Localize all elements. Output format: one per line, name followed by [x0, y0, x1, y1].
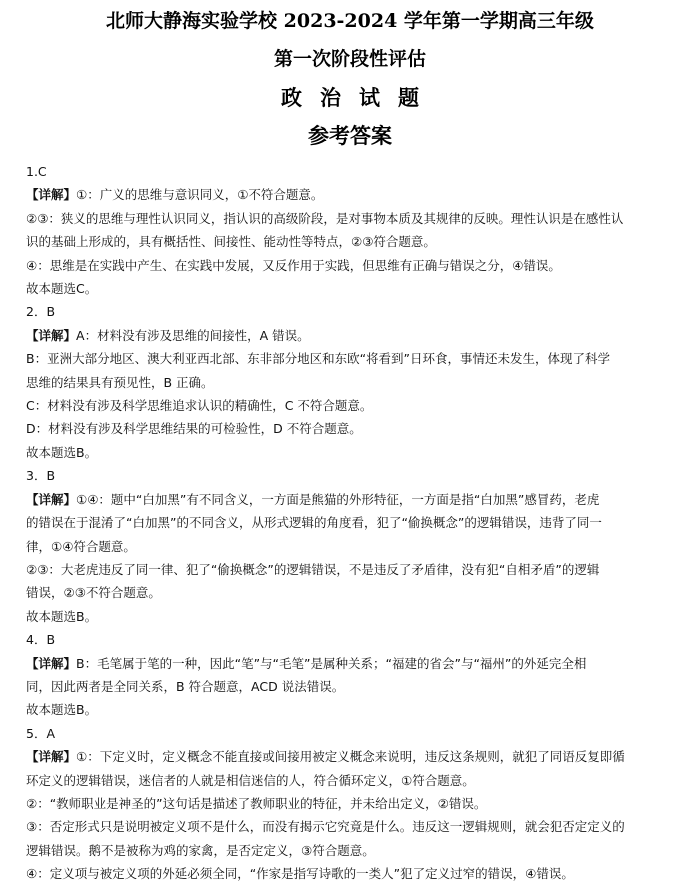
- line-text: 3．B: [26, 468, 56, 484]
- answer-title: 参考答案: [308, 123, 392, 148]
- answer-line: [26, 464, 674, 487]
- answer-line: [26, 605, 674, 628]
- line-text: ①④：题中“白加黑”有不同含义，一方面是熊猫的外形特征，一方面是指“白加黑”感冒药，老虎: [76, 491, 600, 507]
- answer-line: [26, 581, 674, 604]
- detail-tag: 【详解】: [26, 327, 77, 343]
- line-text: ①：广义的思维与意识同义，①不符合题意。: [76, 187, 324, 203]
- answer-line: [26, 862, 674, 885]
- exam-stage-title: 第一次阶段性评估: [273, 48, 426, 70]
- line-text: D：材料没有涉及科学思维结果的可检验性，D 不符合题意。: [26, 421, 362, 437]
- answer-line: [26, 254, 674, 277]
- answer-line: [26, 792, 674, 815]
- answer-line: [26, 745, 674, 768]
- line-text: A：材料没有涉及思维的间接性，A 错误。: [76, 327, 310, 343]
- line-text: 故本题选B。: [26, 608, 98, 624]
- line-text: ③：否定形式只是说明被定义项不是什么，而没有揭示它究竟是什么。违反这一逻辑规则，就会犯否定定义的: [26, 819, 625, 835]
- line-text: 识的基础上形成的，具有概括性、间接性、能动性等特点，②③符合题意。: [26, 234, 436, 250]
- line-text: 环定义的逻辑错误，迷信者的人就是相信迷信的人，符合循环定义，①符合题意。: [26, 772, 475, 788]
- line-text: 逻辑错误。鹅不是被称为鸡的家禽，是否定定义，③符合题意。: [26, 842, 375, 858]
- answer-body: [26, 160, 674, 886]
- line-text: B：毛笔属于笔的一种，因此“笔”与“毛笔”是属种关系；“福建的省会”与“福州”的外延完全相: [76, 655, 587, 671]
- line-text: 故本题选C。: [26, 281, 98, 297]
- answer-line: [26, 628, 674, 651]
- answer-line: [26, 277, 674, 300]
- answer-line: [26, 535, 674, 558]
- answer-line: [26, 558, 674, 581]
- answer-line: [26, 698, 674, 721]
- detail-tag: 【详解】: [26, 655, 77, 671]
- answer-line: [26, 441, 674, 464]
- line-text: ①：下定义时，定义概念不能直接或间接用被定义概念来说明，违反这条规则，就犯了同语反复即循: [76, 749, 625, 765]
- line-text: 错误，②③不符合题意。: [26, 585, 161, 601]
- line-text: C：材料没有涉及科学思维追求认识的精确性，C 不符合题意。: [26, 398, 373, 414]
- line-text: ②③：大老虎违反了同一律、犯了“偷换概念”的逻辑错误，不是违反了矛盾律，没有犯“自相矛盾”的逻辑: [26, 561, 600, 577]
- answer-line: [26, 230, 674, 253]
- answer-line: [26, 324, 674, 347]
- line-text: B：亚洲大部分地区、澳大利亚西北部、东非部分地区和东欧“将看到”日环食，事情还未发生，体现了科学: [26, 351, 611, 367]
- answer-line: [26, 815, 674, 838]
- answer-line: [26, 417, 674, 440]
- answer-line: [26, 371, 674, 394]
- line-text: 律，①④符合题意。: [26, 538, 136, 554]
- line-text: 4．B: [26, 632, 56, 648]
- school-title: 北师大静海实验学校 2023-2024 学年第一学期高三年级: [106, 10, 594, 32]
- line-text: 故本题选B。: [26, 702, 98, 718]
- detail-tag: 【详解】: [26, 749, 77, 765]
- line-text: 2．B: [26, 304, 56, 320]
- answer-line: [26, 183, 674, 206]
- line-text: ④：思维是在实践中产生、在实践中发展，又反作用于实践，但思维有正确与错误之分，④错误。: [26, 257, 561, 273]
- detail-tag: 【详解】: [26, 187, 77, 203]
- answer-line: [26, 394, 674, 417]
- answer-line: [26, 652, 674, 675]
- answer-line: [26, 675, 674, 698]
- line-text: 5．A: [26, 725, 56, 741]
- line-text: 的错误在于混淆了“白加黑”的不同含义，从形式逻辑的角度看，犯了“偷换概念”的逻辑错误，违背了同一: [26, 515, 602, 531]
- answer-line: [26, 722, 674, 745]
- answer-line: [26, 839, 674, 862]
- subject-title: 政治试题: [281, 85, 437, 110]
- answer-line: [26, 511, 674, 534]
- line-text: ④：定义项与被定义项的外延必须全同，“作家是指写诗歌的一类人”犯了定义过窄的错误，④错误。: [26, 866, 574, 882]
- line-text: ②③：狭义的思维与理性认识同义，指认识的高级阶段，是对事物本质及其规律的反映。理性认识是在感性认: [26, 210, 624, 226]
- answer-line: [26, 769, 674, 792]
- answer-line: [26, 160, 674, 183]
- line-text: 思维的结果具有预见性，B 正确。: [26, 374, 214, 390]
- answer-line: [26, 347, 674, 370]
- answer-line: [26, 300, 674, 323]
- answer-line: [26, 488, 674, 511]
- detail-tag: 【详解】: [26, 491, 77, 507]
- answer-line: [26, 207, 674, 230]
- line-text: 1.C: [26, 164, 47, 179]
- line-text: ②：“教师职业是神圣的”这句话是描述了教师职业的特征，并未给出定义，②错误。: [26, 795, 487, 811]
- line-text: 故本题选B。: [26, 444, 98, 460]
- line-text: 同，因此两者是全同关系，B 符合题意，ACD 说法错误。: [26, 678, 345, 694]
